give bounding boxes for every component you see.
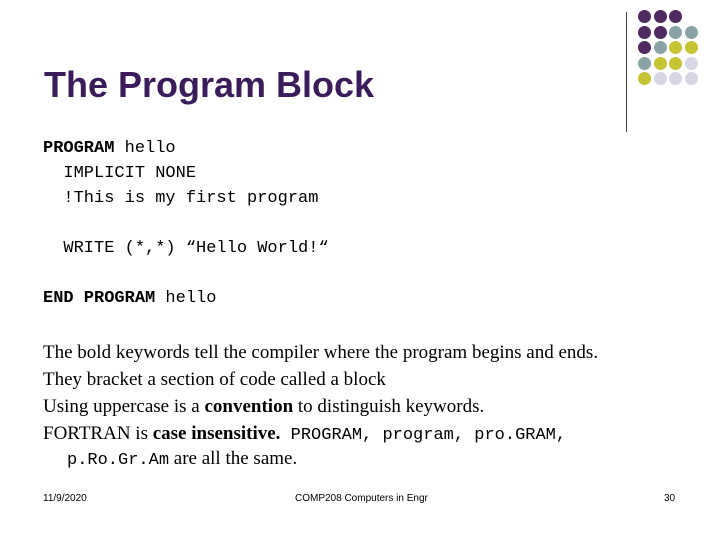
decorative-dot xyxy=(654,10,667,23)
decorative-dot xyxy=(638,57,651,70)
emphasis-case-insensitive: case insensitive. xyxy=(152,423,281,444)
footer-page-number: 30 xyxy=(664,493,676,504)
decorative-dot xyxy=(669,57,682,70)
body-text-span: to distinguish keywords. xyxy=(293,396,485,417)
code-line-comment: !This is my first program xyxy=(43,189,319,208)
body-line xyxy=(43,394,484,419)
code-example: p.Ro.Gr.Am xyxy=(67,451,170,470)
decorative-dot xyxy=(654,41,667,54)
body-line: The bold keywords tell the compiler where the program begins and ends. xyxy=(43,342,599,363)
code-line-program xyxy=(43,138,176,160)
body-line xyxy=(67,446,297,471)
decorative-dot-grid xyxy=(638,10,720,120)
keyword-program: PROGRAM xyxy=(43,139,115,158)
decorative-dot xyxy=(654,57,667,70)
divider-line xyxy=(626,12,627,132)
decorative-dot xyxy=(669,72,682,85)
decorative-dot xyxy=(638,10,651,23)
decorative-dot xyxy=(669,26,682,39)
decorative-dot xyxy=(638,72,651,85)
decorative-dot xyxy=(685,57,698,70)
body-text-span: FORTRAN is xyxy=(43,423,153,444)
body-line xyxy=(43,421,566,446)
decorative-dot xyxy=(638,41,651,54)
footer-date: 11/9/2020 xyxy=(43,493,87,504)
code-text: hello xyxy=(155,289,217,308)
decorative-dot xyxy=(685,26,698,39)
footer-course: COMP208 Computers in Engr xyxy=(295,493,428,504)
code-line-implicit: IMPLICIT NONE xyxy=(43,164,197,183)
code-line-end xyxy=(43,288,216,310)
decorative-dot xyxy=(654,72,667,85)
decorative-dot xyxy=(638,26,651,39)
decorative-dot xyxy=(685,41,698,54)
decorative-dot xyxy=(669,41,682,54)
code-line-write: WRITE (*,*) “Hello World!“ xyxy=(43,239,329,258)
emphasis-convention: convention xyxy=(204,396,294,417)
decorative-dot xyxy=(654,26,667,39)
code-examples: PROGRAM, program, pro.GRAM, xyxy=(280,426,567,445)
body-text-span: Using uppercase is a xyxy=(43,396,205,417)
slide-title: The Program Block xyxy=(44,64,375,105)
body-text-span: are all the same. xyxy=(169,448,298,469)
keyword-end-program: END PROGRAM xyxy=(43,289,156,308)
body-line: They bracket a section of code called a block xyxy=(43,369,386,390)
code-text: hello xyxy=(114,139,176,158)
decorative-dot xyxy=(669,10,682,23)
decorative-dot xyxy=(685,72,698,85)
